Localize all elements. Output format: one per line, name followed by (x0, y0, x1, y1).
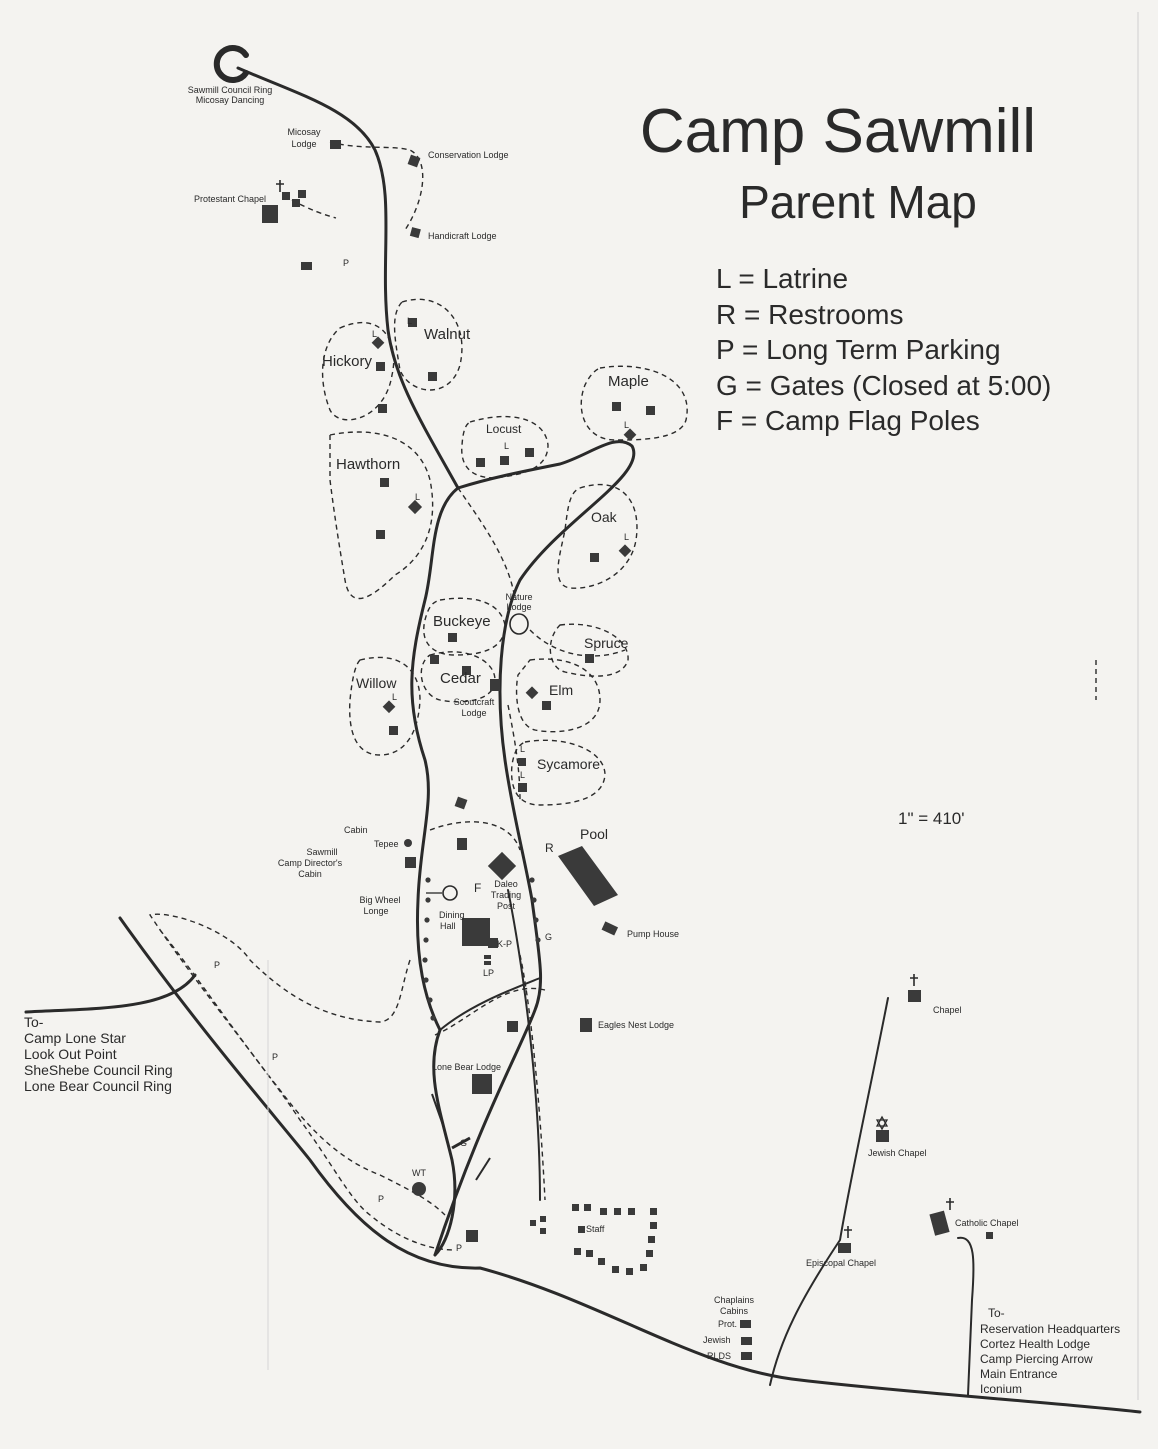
label-directors-cabin-1: Sawmill (306, 847, 338, 857)
marker-parking: P (378, 1194, 385, 1204)
label-nature-lodge-2: Lodge (506, 602, 532, 612)
label-staff: Staff (586, 1224, 605, 1234)
label-hawthorn: Hawthorn (336, 456, 401, 473)
star-of-david-icon (877, 1117, 887, 1129)
building-staff-2 (540, 1216, 546, 1222)
building-cabin-2 (457, 838, 467, 850)
label-lone-bear-lodge: Lone Bear Lodge (432, 1062, 502, 1072)
label-directors-cabin-3: Cabin (298, 869, 322, 879)
building-buckeye-1 (448, 633, 457, 642)
marker-latrine: L (407, 316, 413, 326)
marker-latrine: L (624, 420, 630, 430)
label-water-tower: WT (412, 1168, 426, 1178)
boundary-sycamore (512, 740, 605, 805)
building-staff-16 (598, 1258, 605, 1265)
building-scoutcraft-lodge (490, 679, 500, 691)
label-walnut: Walnut (424, 326, 471, 343)
building-staff-18 (574, 1248, 581, 1255)
building-cedar-1 (430, 655, 439, 664)
legend (716, 263, 1051, 436)
building-staff-14 (626, 1268, 633, 1275)
building-staff-9 (650, 1208, 657, 1215)
label-big-wheel-2: Longe (363, 906, 389, 916)
east-direction-line: Reservation Headquarters (980, 1322, 1121, 1336)
parking-inner-trail (160, 930, 445, 1215)
label-catholic-chapel: Catholic Chapel (955, 1218, 1019, 1228)
label-chaplain-rlds: RLDS (707, 1351, 732, 1361)
label-nature-lodge-1: Nature (505, 592, 533, 602)
marker-flag: F (474, 881, 482, 895)
building-parking-shed (301, 262, 312, 270)
label-hickory: Hickory (322, 353, 373, 370)
label-trading-post-2: Trading (490, 890, 522, 900)
building-staff-5 (584, 1204, 591, 1211)
road-staff-spur (508, 890, 540, 1200)
east-direction-line: To- (988, 1306, 1005, 1320)
cross-icon (276, 180, 284, 192)
marker-latrine: L (372, 329, 378, 339)
building-directors-cabin (405, 857, 416, 868)
building-catholic-chapel (929, 1211, 949, 1236)
label-micosay-dancing: Micosay Dancing (195, 95, 265, 105)
west-directions (24, 1014, 173, 1094)
label-micosay-lodge-2: Lodge (291, 139, 317, 149)
building-staff-13 (640, 1264, 647, 1271)
building-cabin (455, 797, 468, 810)
building-hawthorn-latrine (408, 500, 422, 514)
label-spruce: Spruce (584, 635, 629, 651)
label-chaplains-cabins-1: Chaplains (713, 1295, 755, 1305)
legend-gates: G = Gates (Closed at 5:00) (716, 370, 1052, 401)
building-locust-2 (500, 456, 509, 465)
label-council-ring: Sawmill Council Ring (187, 85, 273, 95)
building-episcopal-chapel (838, 1243, 851, 1253)
label-jewish-chapel: Jewish Chapel (868, 1148, 927, 1158)
label-episcopal-chapel: Episcopal Chapel (806, 1258, 877, 1268)
label-dining-hall-1: Dining (439, 910, 465, 920)
building-hickory-2 (378, 404, 387, 413)
building-locust-1 (476, 458, 485, 467)
east-direction-line: Iconium (980, 1382, 1023, 1396)
label-maple: Maple (608, 373, 649, 390)
building-chapel-annex-1 (282, 192, 290, 200)
trail-nature (458, 488, 515, 600)
building-maple-2 (646, 406, 655, 415)
marker-latrine: L (520, 770, 526, 780)
marker-parking: P (272, 1052, 279, 1062)
road-central (412, 488, 458, 1030)
label-oak: Oak (591, 509, 617, 525)
building-willow-latrine (383, 700, 396, 713)
building-jewish-chapel (876, 1130, 889, 1142)
marker-restroom: R (545, 841, 554, 855)
building-pool (558, 846, 618, 906)
building-micosay-lodge (330, 140, 341, 149)
label-dining-hall-2: Hall (440, 921, 456, 931)
east-direction-line: Cortez Health Lodge (980, 1337, 1091, 1351)
label-buckeye: Buckeye (433, 613, 491, 630)
west-direction-line: To- (24, 1014, 44, 1030)
road-chapel (770, 998, 888, 1385)
building-chaplain-rlds (741, 1352, 752, 1360)
building-staff-8 (628, 1208, 635, 1215)
legend-latrine: L = Latrine (716, 263, 849, 294)
label-willow: Willow (356, 675, 397, 691)
building-staff-7 (614, 1208, 621, 1215)
label-big-wheel-1: Big Wheel (359, 895, 401, 905)
marker-latrine: L (504, 441, 510, 451)
label-chapel: Chapel (933, 1005, 962, 1015)
label-scoutcraft-2: Lodge (461, 708, 487, 718)
marker-latrine: L (415, 492, 421, 502)
building-maple-latrine (624, 428, 637, 441)
building-tepee (404, 839, 412, 847)
building-eagles-nest-lodge (580, 1018, 592, 1032)
east-direction-line: Camp Piercing Arrow (980, 1352, 1093, 1366)
label-chaplain-prot: Prot. (718, 1319, 738, 1329)
central-dotted-path (422, 877, 540, 1020)
east-direction-line: Main Entrance (980, 1367, 1058, 1381)
label-eagles-nest-lodge: Eagles Nest Lodge (598, 1020, 675, 1030)
building-chapel (908, 990, 921, 1002)
road-west-exit (26, 975, 195, 1012)
building-chapel-annex-3 (298, 190, 306, 198)
marker-parking: P (214, 960, 221, 970)
building-staff-19 (578, 1226, 585, 1233)
building-staff-11 (648, 1236, 655, 1243)
cross-icon (946, 1198, 954, 1210)
marker-parking: P (343, 258, 350, 268)
building-elm-1 (542, 701, 551, 710)
road-catholic (958, 1238, 974, 1395)
building-hawthorn-1 (380, 478, 389, 487)
label-pool: Pool (580, 826, 609, 842)
council-ring-icon (217, 48, 246, 80)
building-locust-3 (525, 448, 534, 457)
building-walnut-2 (428, 372, 437, 381)
label-elm: Elm (549, 682, 574, 698)
marker-gate: G (545, 932, 553, 942)
label-cedar: Cedar (440, 670, 481, 687)
parking-boundary (150, 914, 455, 1250)
map-scale: 1" = 410' (898, 809, 965, 828)
label-sycamore: Sycamore (537, 756, 601, 772)
label-trading-post-1: Daleo (494, 879, 518, 889)
label-directors-cabin-2: Camp Director's (277, 858, 343, 868)
label-conservation-lodge: Conservation Lodge (428, 150, 509, 160)
label-trading-post-3: Post (496, 901, 516, 911)
marker-latrine: L (520, 744, 526, 754)
place-labels (188, 85, 1019, 1361)
legend-restrooms: R = Restrooms (716, 299, 904, 330)
building-trading-post (488, 852, 516, 880)
west-direction-line: Look Out Point (24, 1046, 117, 1062)
boundary-central-north (430, 822, 520, 850)
building-maple-1 (612, 402, 621, 411)
label-pump-house: Pump House (627, 929, 680, 939)
building-chaplain-jewish (741, 1337, 752, 1345)
label-protestant-chapel: Protestant Chapel (194, 194, 267, 204)
building-willow-1 (389, 726, 398, 735)
label-chaplains-cabins-2: Cabins (719, 1306, 749, 1316)
nature-lodge-icon (510, 614, 528, 634)
east-directions (980, 1306, 1120, 1396)
building-lp-1 (484, 955, 491, 959)
label-scoutcraft-1: Scoutcraft (453, 697, 495, 707)
building-sycamore-2 (518, 783, 527, 792)
building-staff-4 (572, 1204, 579, 1211)
west-direction-line: Camp Lone Star (24, 1030, 126, 1046)
building-elm-latrine (526, 686, 539, 699)
west-direction-line: Lone Bear Council Ring (24, 1078, 172, 1094)
building-water-tower (412, 1182, 426, 1196)
label-kp: K-P (497, 939, 513, 949)
road-north (238, 68, 458, 488)
marker-latrine: L (392, 692, 398, 702)
label-lp: LP (483, 968, 495, 978)
building-hawthorn-2 (376, 530, 385, 539)
building-catholic-annex (986, 1232, 993, 1239)
label-cabin: Cabin (344, 825, 368, 835)
building-spruce-1 (585, 654, 594, 663)
building-sycamore-1 (518, 758, 526, 766)
legend-parking: P = Long Term Parking (716, 334, 1001, 365)
building-chapel-annex-2 (292, 199, 300, 207)
label-chaplain-jewish: Jewish (703, 1335, 731, 1345)
map-subtitle: Parent Map (739, 176, 977, 228)
building-staff-1 (530, 1220, 536, 1226)
building-lp-2 (484, 961, 491, 965)
marker-parking: P (456, 1243, 463, 1253)
gate-bar-icon (476, 1158, 490, 1180)
building-lone-bear-lodge (472, 1074, 492, 1094)
building-protestant-chapel (262, 205, 278, 223)
building-oak-1 (590, 553, 599, 562)
building-oak-latrine (619, 544, 632, 557)
building-staff-6 (600, 1208, 607, 1215)
building-staff-10 (650, 1222, 657, 1229)
cross-icon (844, 1226, 852, 1238)
building-staff-12 (646, 1250, 653, 1257)
building-conservation-lodge (408, 155, 421, 168)
building-chaplain-prot (740, 1320, 751, 1328)
label-micosay-lodge-1: Micosay (287, 127, 321, 137)
building-dining-hall (462, 918, 490, 946)
building-handicraft-lodge (410, 227, 421, 238)
label-tepee: Tepee (374, 839, 399, 849)
building-south-gatehouse (466, 1230, 478, 1242)
marker-gate: G (460, 1138, 468, 1148)
map-title: Camp Sawmill (639, 97, 1037, 166)
west-direction-line: SheShebe Council Ring (24, 1062, 173, 1078)
building-staff-3 (540, 1228, 546, 1234)
building-staff-17 (586, 1250, 593, 1257)
cross-icon (910, 974, 918, 986)
legend-flag-poles: F = Camp Flag Poles (716, 405, 980, 436)
label-locust: Locust (486, 422, 522, 436)
building-pump-house (602, 921, 618, 935)
label-handicraft-lodge: Handicraft Lodge (428, 231, 497, 241)
marker-latrine: L (624, 532, 630, 542)
building-hickory-1 (376, 362, 385, 371)
building-eagles-1 (507, 1021, 518, 1032)
big-wheel-icon (443, 886, 457, 900)
building-staff-15 (612, 1266, 619, 1273)
